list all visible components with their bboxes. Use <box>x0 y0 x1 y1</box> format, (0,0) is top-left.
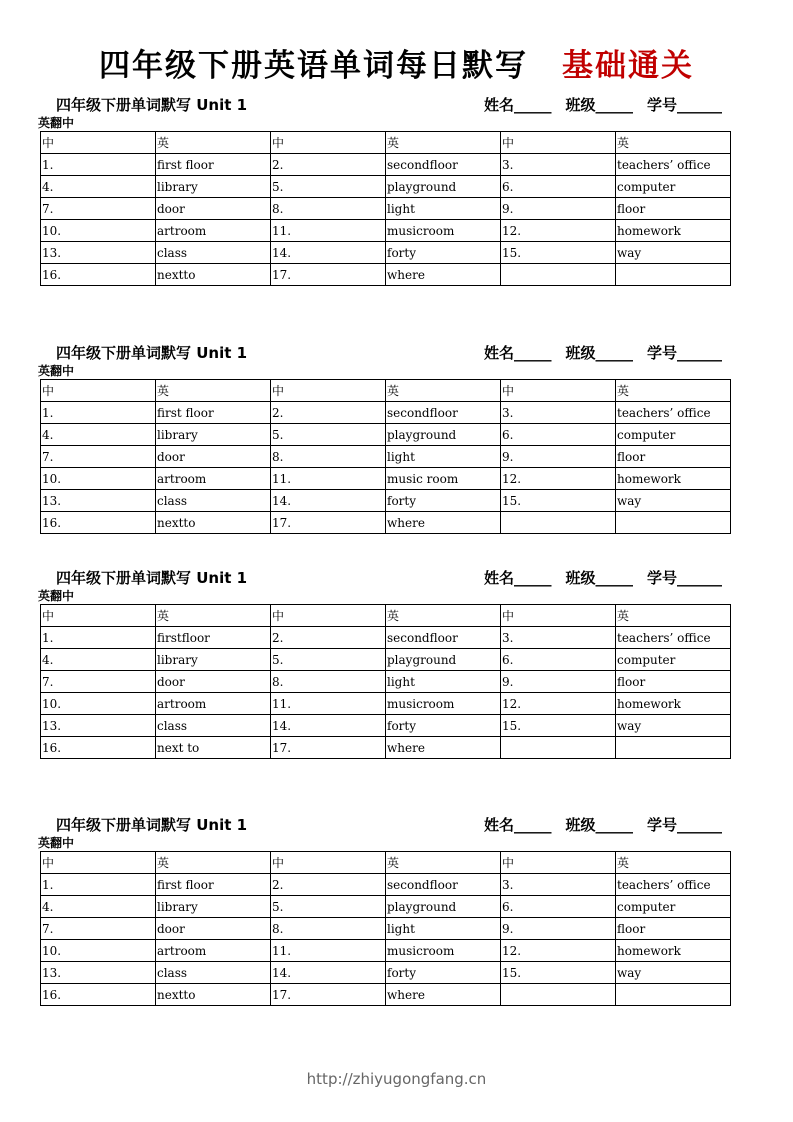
name-field: 姓名_____ <box>483 569 552 587</box>
number-cell: 10. <box>41 468 156 490</box>
vocab-table <box>40 379 731 534</box>
word-cell: forty <box>386 962 501 984</box>
word-cell: computer <box>616 176 731 198</box>
number-cell: 2. <box>271 154 386 176</box>
section-header <box>38 92 730 116</box>
word-cell: library <box>156 896 271 918</box>
word-cell: computer <box>616 896 731 918</box>
sub-label: 英翻中 <box>38 116 75 130</box>
class-field: 班级_____ <box>565 569 633 587</box>
word-cell: musicroom <box>386 693 501 715</box>
number-cell: 6. <box>501 649 616 671</box>
number-cell: 10. <box>41 693 156 715</box>
title-highlight: 基础通关 <box>562 48 694 84</box>
class-field: 班级_____ <box>565 816 633 834</box>
header-cell: 英 <box>616 132 731 154</box>
word-cell: forty <box>386 490 501 512</box>
word-cell: where <box>386 264 501 286</box>
word-cell: class <box>156 490 271 512</box>
vocab-table <box>40 851 731 1006</box>
header-cell: 中 <box>41 380 156 402</box>
section-header <box>38 812 730 836</box>
number-cell: 17. <box>271 984 386 1006</box>
table-row <box>41 918 731 940</box>
number-cell <box>501 512 616 534</box>
word-cell: library <box>156 649 271 671</box>
header-cell: 英 <box>616 852 731 874</box>
word-cell: light <box>386 918 501 940</box>
word-cell: nextto <box>156 512 271 534</box>
id-field: 学号______ <box>646 569 722 587</box>
word-cell: first floor <box>156 874 271 896</box>
number-cell: 14. <box>271 242 386 264</box>
word-cell: class <box>156 715 271 737</box>
word-cell: homework <box>616 220 731 242</box>
class-field: 班级_____ <box>565 344 633 362</box>
word-cell: playground <box>386 176 501 198</box>
dictation-section-1 <box>38 92 730 286</box>
header-cell: 英 <box>386 132 501 154</box>
word-cell: floor <box>616 446 731 468</box>
header-cell: 英 <box>616 380 731 402</box>
number-cell: 1. <box>41 402 156 424</box>
number-cell: 15. <box>501 490 616 512</box>
table-header-row <box>41 380 731 402</box>
word-cell: teachers’ office <box>616 154 731 176</box>
word-cell: artroom <box>156 940 271 962</box>
number-cell: 17. <box>271 737 386 759</box>
number-cell: 11. <box>271 693 386 715</box>
table-row <box>41 512 731 534</box>
word-cell: teachers’ office <box>616 874 731 896</box>
number-cell: 7. <box>41 918 156 940</box>
header-cell: 中 <box>501 605 616 627</box>
word-cell: next to <box>156 737 271 759</box>
word-cell: playground <box>386 896 501 918</box>
number-cell: 4. <box>41 649 156 671</box>
table-row <box>41 693 731 715</box>
dictation-section-3 <box>38 565 730 759</box>
word-cell: class <box>156 242 271 264</box>
word-cell: way <box>616 962 731 984</box>
word-cell: way <box>616 242 731 264</box>
word-cell: floor <box>616 198 731 220</box>
table-row <box>41 402 731 424</box>
unit-label: 四年级下册单词默写 Unit 1 <box>56 96 248 114</box>
number-cell: 9. <box>501 198 616 220</box>
number-cell: 5. <box>271 896 386 918</box>
number-cell: 11. <box>271 468 386 490</box>
word-cell: music room <box>386 468 501 490</box>
number-cell: 1. <box>41 154 156 176</box>
number-cell: 16. <box>41 737 156 759</box>
header-cell: 中 <box>41 852 156 874</box>
number-cell: 6. <box>501 176 616 198</box>
word-cell: homework <box>616 940 731 962</box>
number-cell: 5. <box>271 424 386 446</box>
word-cell: artroom <box>156 468 271 490</box>
header-cell: 中 <box>271 852 386 874</box>
word-cell: secondfloor <box>386 627 501 649</box>
word-cell <box>616 264 731 286</box>
table-row <box>41 737 731 759</box>
number-cell: 4. <box>41 896 156 918</box>
number-cell: 8. <box>271 671 386 693</box>
number-cell: 12. <box>501 468 616 490</box>
table-header-row <box>41 132 731 154</box>
number-cell: 4. <box>41 176 156 198</box>
number-cell: 3. <box>501 874 616 896</box>
word-cell: computer <box>616 424 731 446</box>
number-cell: 14. <box>271 715 386 737</box>
number-cell: 5. <box>271 176 386 198</box>
number-cell: 9. <box>501 446 616 468</box>
unit-label: 四年级下册单词默写 Unit 1 <box>56 569 248 587</box>
id-field: 学号______ <box>646 344 722 362</box>
word-cell: forty <box>386 242 501 264</box>
word-cell: homework <box>616 693 731 715</box>
header-cell: 中 <box>41 605 156 627</box>
header-cell: 中 <box>501 132 616 154</box>
word-cell: teachers’ office <box>616 402 731 424</box>
header-cell: 中 <box>271 380 386 402</box>
number-cell: 13. <box>41 962 156 984</box>
table-row <box>41 220 731 242</box>
number-cell: 11. <box>271 220 386 242</box>
number-cell: 12. <box>501 940 616 962</box>
number-cell: 16. <box>41 512 156 534</box>
id-field: 学号______ <box>646 816 722 834</box>
word-cell: forty <box>386 715 501 737</box>
name-field: 姓名_____ <box>483 96 552 114</box>
table-row <box>41 154 731 176</box>
number-cell: 3. <box>501 402 616 424</box>
word-cell: floor <box>616 918 731 940</box>
header-cell: 英 <box>156 852 271 874</box>
number-cell: 13. <box>41 715 156 737</box>
table-row <box>41 424 731 446</box>
number-cell: 1. <box>41 874 156 896</box>
student-fields <box>470 342 722 363</box>
word-cell: door <box>156 198 271 220</box>
word-cell: nextto <box>156 984 271 1006</box>
header-cell: 英 <box>156 380 271 402</box>
header-cell: 英 <box>386 605 501 627</box>
header-cell: 中 <box>271 132 386 154</box>
word-cell: library <box>156 176 271 198</box>
table-header-row <box>41 605 731 627</box>
name-field: 姓名_____ <box>483 344 552 362</box>
word-cell: light <box>386 446 501 468</box>
word-cell: playground <box>386 649 501 671</box>
number-cell: 14. <box>271 490 386 512</box>
word-cell: secondfloor <box>386 874 501 896</box>
number-cell: 10. <box>41 220 156 242</box>
table-row <box>41 627 731 649</box>
number-cell <box>501 984 616 1006</box>
number-cell: 15. <box>501 962 616 984</box>
word-cell: homework <box>616 468 731 490</box>
sub-label: 英翻中 <box>38 836 75 850</box>
number-cell: 6. <box>501 896 616 918</box>
dictation-section-2 <box>38 340 730 534</box>
number-cell: 3. <box>501 154 616 176</box>
number-cell: 14. <box>271 962 386 984</box>
page-title <box>0 40 793 85</box>
word-cell: artroom <box>156 693 271 715</box>
word-cell: library <box>156 424 271 446</box>
table-row <box>41 962 731 984</box>
student-fields <box>470 814 722 835</box>
word-cell: artroom <box>156 220 271 242</box>
word-cell: where <box>386 984 501 1006</box>
header-cell: 中 <box>501 380 616 402</box>
table-row <box>41 264 731 286</box>
table-row <box>41 468 731 490</box>
header-cell: 英 <box>616 605 731 627</box>
header-cell: 英 <box>156 605 271 627</box>
table-row <box>41 715 731 737</box>
word-cell: secondfloor <box>386 402 501 424</box>
number-cell: 17. <box>271 264 386 286</box>
word-cell <box>616 737 731 759</box>
number-cell: 3. <box>501 627 616 649</box>
word-cell: door <box>156 918 271 940</box>
word-cell: nextto <box>156 264 271 286</box>
number-cell: 16. <box>41 264 156 286</box>
number-cell: 4. <box>41 424 156 446</box>
number-cell: 8. <box>271 446 386 468</box>
number-cell: 2. <box>271 627 386 649</box>
unit-label: 四年级下册单词默写 Unit 1 <box>56 344 248 362</box>
section-header <box>38 565 730 589</box>
word-cell: where <box>386 512 501 534</box>
word-cell: way <box>616 490 731 512</box>
word-cell: computer <box>616 649 731 671</box>
table-row <box>41 940 731 962</box>
table-row <box>41 649 731 671</box>
number-cell: 12. <box>501 220 616 242</box>
number-cell: 2. <box>271 402 386 424</box>
vocab-table <box>40 604 731 759</box>
table-row <box>41 490 731 512</box>
table-row <box>41 242 731 264</box>
number-cell: 2. <box>271 874 386 896</box>
word-cell: playground <box>386 424 501 446</box>
number-cell: 10. <box>41 940 156 962</box>
number-cell <box>501 737 616 759</box>
word-cell: musicroom <box>386 940 501 962</box>
number-cell: 11. <box>271 940 386 962</box>
table-row <box>41 198 731 220</box>
name-field: 姓名_____ <box>483 816 552 834</box>
header-cell: 英 <box>156 132 271 154</box>
table-row <box>41 874 731 896</box>
number-cell: 7. <box>41 671 156 693</box>
word-cell: first floor <box>156 154 271 176</box>
table-row <box>41 896 731 918</box>
header-cell: 中 <box>501 852 616 874</box>
number-cell: 7. <box>41 446 156 468</box>
table-row <box>41 671 731 693</box>
word-cell <box>616 512 731 534</box>
number-cell: 9. <box>501 671 616 693</box>
table-row <box>41 176 731 198</box>
number-cell: 5. <box>271 649 386 671</box>
word-cell: way <box>616 715 731 737</box>
word-cell: secondfloor <box>386 154 501 176</box>
sub-label: 英翻中 <box>38 364 75 378</box>
id-field: 学号______ <box>646 96 722 114</box>
number-cell: 13. <box>41 242 156 264</box>
number-cell <box>501 264 616 286</box>
student-fields <box>470 567 722 588</box>
number-cell: 15. <box>501 715 616 737</box>
word-cell: light <box>386 198 501 220</box>
header-cell: 中 <box>41 132 156 154</box>
dictation-section-4 <box>38 812 730 1006</box>
vocab-table <box>40 131 731 286</box>
number-cell: 8. <box>271 198 386 220</box>
number-cell: 9. <box>501 918 616 940</box>
word-cell: musicroom <box>386 220 501 242</box>
number-cell: 17. <box>271 512 386 534</box>
class-field: 班级_____ <box>565 96 633 114</box>
footer-url: http://zhiyugongfang.cn <box>306 1070 487 1088</box>
word-cell: teachers’ office <box>616 627 731 649</box>
word-cell: first floor <box>156 402 271 424</box>
table-row <box>41 446 731 468</box>
number-cell: 7. <box>41 198 156 220</box>
number-cell: 6. <box>501 424 616 446</box>
number-cell: 13. <box>41 490 156 512</box>
student-fields <box>470 94 722 115</box>
word-cell <box>616 984 731 1006</box>
number-cell: 15. <box>501 242 616 264</box>
unit-label: 四年级下册单词默写 Unit 1 <box>56 816 248 834</box>
word-cell: door <box>156 446 271 468</box>
word-cell: where <box>386 737 501 759</box>
number-cell: 1. <box>41 627 156 649</box>
number-cell: 16. <box>41 984 156 1006</box>
header-cell: 中 <box>271 605 386 627</box>
table-row <box>41 984 731 1006</box>
word-cell: light <box>386 671 501 693</box>
header-cell: 英 <box>386 852 501 874</box>
section-header <box>38 340 730 364</box>
header-cell: 英 <box>386 380 501 402</box>
table-header-row <box>41 852 731 874</box>
title-main: 四年级下册英语单词每日默写 <box>99 48 528 84</box>
word-cell: class <box>156 962 271 984</box>
number-cell: 12. <box>501 693 616 715</box>
sub-label: 英翻中 <box>38 589 75 603</box>
word-cell: firstfloor <box>156 627 271 649</box>
word-cell: door <box>156 671 271 693</box>
number-cell: 8. <box>271 918 386 940</box>
word-cell: floor <box>616 671 731 693</box>
